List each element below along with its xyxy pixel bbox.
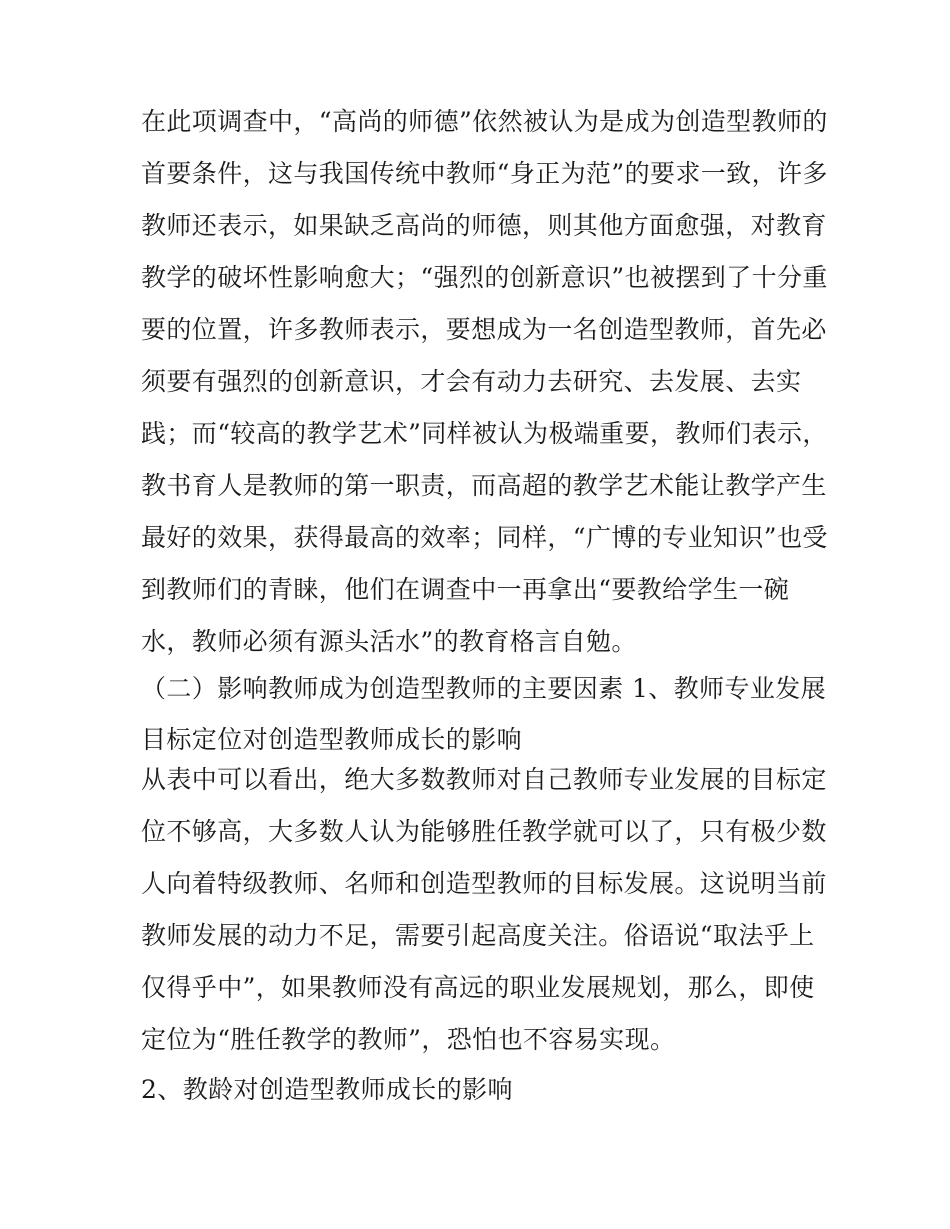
- document-body: [141, 104, 828, 1108]
- paragraph-goal-orientation: [141, 762, 827, 1058]
- heading-line: 目标定位对创造型教师成长的影响: [141, 725, 523, 754]
- text-line: 教师发展的动力不足，需要引起高度关注。俗语说“取法乎上: [141, 921, 815, 950]
- text-line: 到教师们的青睐，他们在调查中一再拿出“要教给学生一碗: [141, 575, 790, 604]
- heading-line: （二）影响教师成为创造型教师的主要因素 1、教师专业发展: [141, 674, 827, 703]
- heading-line: 2、教龄对创造型教师成长的影响: [141, 1075, 513, 1104]
- section-heading-main-factors: [141, 671, 827, 758]
- paragraph-spacer: [141, 660, 821, 671]
- text-line: 从表中可以看出，绝大多数教师对自己教师专业发展的目标定: [141, 765, 827, 794]
- paragraph-creative-teacher-conditions: [141, 104, 828, 660]
- text-line: 教师还表示，如果缺乏高尚的师德，则其他方面愈强，对教育: [141, 211, 827, 240]
- text-line: 最好的效果，获得最高的效率；同样，“广博的专业知识”也受: [141, 523, 828, 552]
- text-line: 须要有强烈的创新意识，才会有动力去研究、去发展、去实: [141, 367, 802, 396]
- text-line: 位不够高，大多数人认为能够胜任教学就可以了，只有极少数: [141, 817, 827, 846]
- text-line: 水，教师必须有源头活水”的教育格言自勉。: [141, 627, 637, 656]
- text-line: 人向着特级教师、名师和创造型教师的目标发展。这说明当前: [141, 869, 827, 898]
- text-line: 在此项调查中，“高尚的师德”依然被认为是成为创造型教师的: [141, 107, 828, 136]
- text-line: 教书育人是教师的第一职责，而高超的教学艺术能让教学产生: [141, 471, 827, 500]
- section-heading-teaching-age: [141, 1072, 821, 1108]
- text-line: 定位为“胜任教学的教师”，恐怕也不容易实现。: [141, 1025, 676, 1054]
- text-line: 践；而“较高的教学艺术”同样被认为极端重要，教师们表示，: [141, 419, 828, 448]
- text-line: 要的位置，许多教师表示，要想成为一名创造型教师，首先必: [141, 315, 827, 344]
- text-line: 首要条件，这与我国传统中教师“身正为范”的要求一致，许多: [141, 159, 828, 188]
- text-line: 仅得乎中”，如果教师没有高远的职业发展规划，那么，即使: [141, 973, 815, 1002]
- text-line: 教学的破坏性影响愈大；“强烈的创新意识”也被摆到了十分重: [141, 263, 828, 292]
